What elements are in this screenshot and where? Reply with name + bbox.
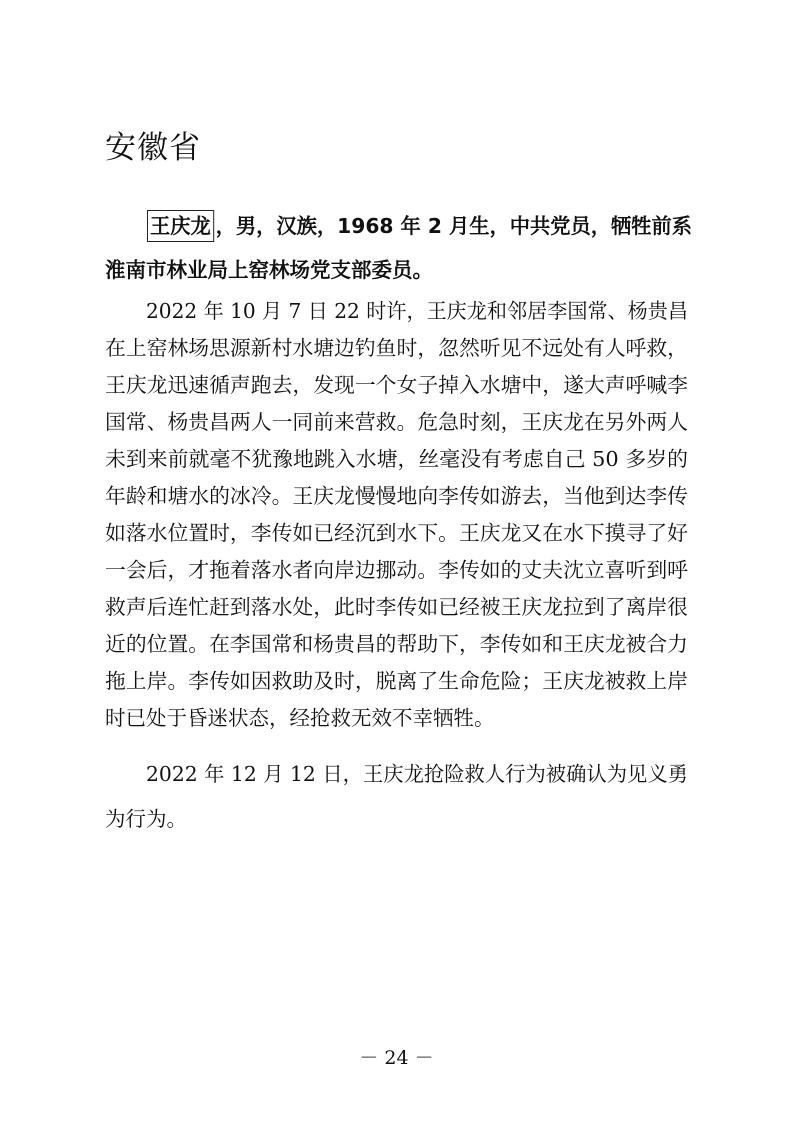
p1-line-2: 在上窑林场思源新村水塘边钓鱼时，忽然听见不远处有人呼救， xyxy=(105,336,688,360)
p1-line-12: 时已处于昏迷状态，经抢救无效不幸牺牲。 xyxy=(105,706,495,730)
province-heading: 安徽省 xyxy=(105,130,201,166)
p2-line-1: 2022 年 12 月 12 日，王庆龙抢险救人行为被确认为见义勇 xyxy=(146,762,688,786)
p1-line-10: 近的位置。在李国常和杨贵昌的帮助下，李传如和王庆龙被合力 xyxy=(105,632,688,656)
p1-line-11: 拖上岸。李传如因救助及时，脱离了生命危险；王庆龙被救上岸 xyxy=(105,669,688,693)
p1-line-8: 一会后，才拖着落水者向岸边挪动。李传如的丈夫沈立喜听到呼 xyxy=(105,558,688,582)
person-name-box: 王庆龙 xyxy=(147,210,214,242)
intro-line-2: 淮南市林业局上窑林场党支部委员。 xyxy=(105,258,433,282)
p1-line-6: 年龄和塘水的冰冷。王庆龙慢慢地向李传如游去，当他到达李传 xyxy=(105,484,688,508)
intro-details: ，男，汉族，1968 年 2 月生，中共党员，牺牲前系 xyxy=(215,214,692,238)
p1-line-4: 国常、杨贵昌两人一同前来营救。危急时刻，王庆龙在另外两人 xyxy=(105,410,688,434)
p1-line-3: 王庆龙迅速循声跑去，发现一个女子掉入水塘中，遂大声呼喊李 xyxy=(105,373,688,397)
p2-line-2: 为行为。 xyxy=(105,807,187,831)
p1-line-1: 2022 年 10 月 7 日 22 时许，王庆龙和邻居李国常、杨贵昌 xyxy=(146,299,688,323)
p1-line-9: 救声后连忙赶到落水处，此时李传如已经被王庆龙拉到了离岸很 xyxy=(105,595,688,619)
p1-line-7: 如落水位置时，李传如已经沉到水下。王庆龙又在水下摸寻了好 xyxy=(105,521,688,545)
page-number: － 24 － xyxy=(359,1047,434,1069)
p1-line-5: 未到来前就毫不犹豫地跳入水塘，丝毫没有考虑自己 50 多岁的 xyxy=(105,447,688,471)
intro-line-1 xyxy=(147,207,699,245)
